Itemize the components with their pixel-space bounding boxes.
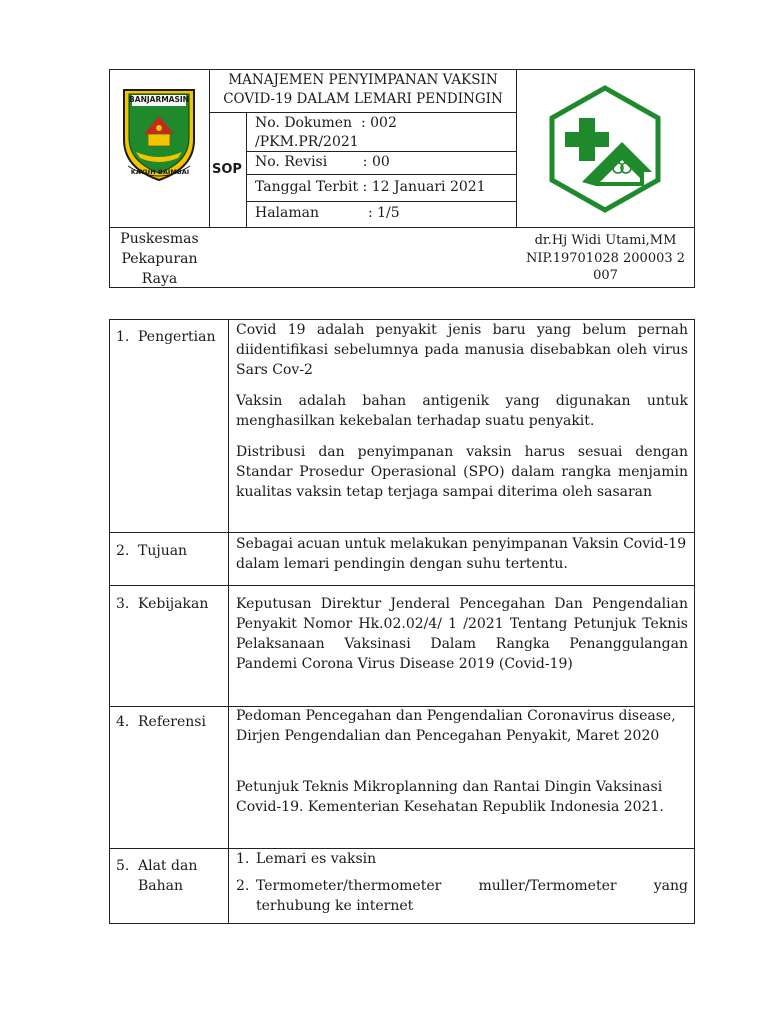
kebijakan-paragraph: Keputusan Direktur Jenderal Pencegahan Dan Pengendalian Penyakit Nomor Hk.02.02/4/ 1 /2021 Tentang Petunjuk Teknis Pelaksanaan Vaksinasi Dalam Rangka Penanggulangan Pandemi Corona Virus Disease 2019 (Covid-19) — [236, 596, 688, 672]
sop-label: SOP — [212, 162, 242, 177]
pengertian-paragraph-3: Distribusi dan penyimpanan vaksin harus sesuai dengan Standar Prosedur Operasional (SPO) dalam rangka menjamin kualitas vaksin tetap terjaga sampai diterima oleh sasaran — [236, 444, 688, 500]
list-item-number: 2. — [236, 878, 250, 894]
organization-name-line3: Raya — [141, 271, 178, 287]
pengertian-paragraph-2: Vaksin adalah bahan antigenik yang digunakan untuk menghasilkan kekebalan terhadap suatu penyakit. — [236, 393, 688, 429]
section-number-pengertian: 1. — [116, 329, 130, 345]
section-label-alat-bahan-line1: Alat dan — [138, 858, 198, 874]
section-number-alat-bahan: 5. — [116, 858, 130, 874]
section-number-tujuan: 2. — [116, 543, 130, 559]
document-number-cont: /PKM.PR/2021 — [255, 134, 359, 150]
section-label-pengertian: Pengertian — [138, 329, 216, 345]
referensi-paragraph-1: Pedoman Pencegahan dan Pengendalian Coronavirus disease, Dirjen Pengendalian dan Pencegahan Penyakit, Maret 2020 — [236, 708, 676, 744]
list-item-text: Lemari es vaksin — [256, 851, 377, 867]
section-number-kebijakan: 3. — [116, 596, 130, 612]
organization-name-line1: Puskesmas — [120, 231, 199, 247]
list-item-text: Termometer/thermometer muller/Termometer yang terhubung ke internet — [256, 878, 688, 914]
document-number: No. Dokumen : 002 — [255, 115, 397, 131]
document-title-line1: MANAJEMEN PENYIMPANAN VAKSIN — [228, 72, 498, 88]
issue-date: Tanggal Terbit : 12 Januari 2021 — [255, 179, 486, 195]
tujuan-paragraph: Sebagai acuan untuk melakukan penyimpanan Vaksin Covid-19 dalam lemari pendingin dengan suhu tertentu. — [236, 536, 687, 572]
pengertian-paragraph-1: Covid 19 adalah penyakit jenis baru yang belum pernah diidentifikasi sebelumnya pada manusia disebabkan oleh virus Sars Cov-2 — [236, 322, 688, 378]
list-item-number: 1. — [236, 851, 250, 867]
crest-bottom-text: KAYUH BAIMBAI — [130, 168, 190, 176]
document-title-line2: COVID-19 DALAM LEMARI PENDINGIN — [223, 91, 503, 107]
section-label-referensi: Referensi — [138, 714, 206, 730]
section-label-tujuan: Tujuan — [138, 543, 188, 559]
section-number-referensi: 4. — [116, 714, 130, 730]
referensi-paragraph-2: Petunjuk Teknis Mikroplanning dan Rantai Dingin Vaksinasi Covid-19. Kementerian Kesehatan Republik Indonesia 2021. — [236, 779, 664, 815]
page-number: Halaman : 1/5 — [255, 205, 400, 221]
signer-name: dr.Hj Widi Utami,MM — [534, 233, 677, 248]
signer-nip-cont: 007 — [593, 268, 618, 283]
revision-number: No. Revisi : 00 — [255, 154, 390, 170]
section-label-kebijakan: Kebijakan — [138, 596, 209, 612]
section-label-alat-bahan-line2: Bahan — [138, 878, 184, 894]
organization-name-line2: Pekapuran — [121, 251, 198, 267]
crest-top-text: BANJARMASIN — [129, 95, 189, 104]
signer-nip: NIP.19701028 200003 2 — [525, 251, 686, 266]
puskesmas-logo — [540, 84, 670, 214]
